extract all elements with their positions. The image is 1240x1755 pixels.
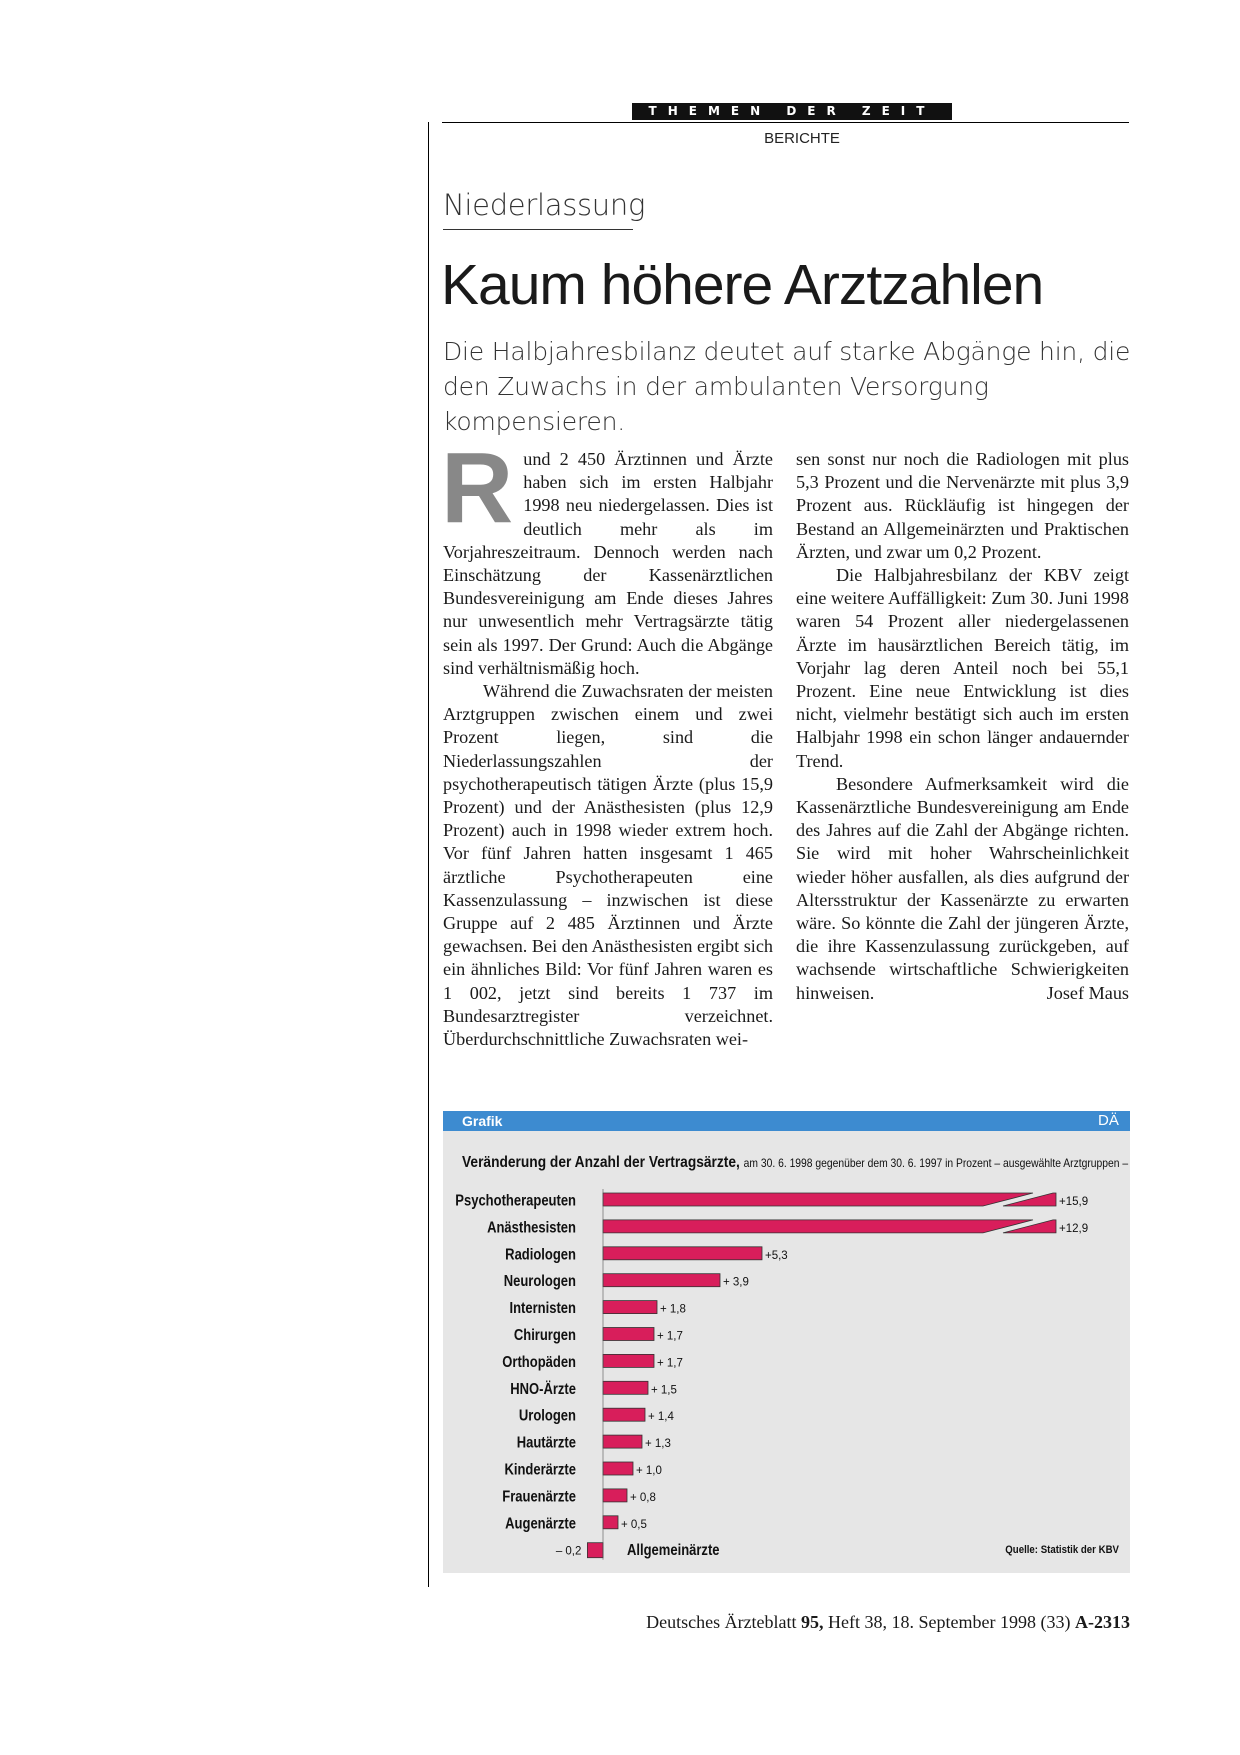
- article-column-2: [796, 448, 1129, 1005]
- bar: [603, 1193, 1033, 1206]
- page-footer: [540, 1612, 1130, 1633]
- data-label: +12,9: [1059, 1222, 1089, 1235]
- footer-volume: 95,: [801, 1612, 824, 1632]
- data-label: + 1,0: [636, 1465, 662, 1477]
- footer-journal: Deutsches Ärzteblatt: [646, 1612, 797, 1632]
- bar: [603, 1516, 618, 1529]
- bar: [603, 1408, 645, 1421]
- category-label: Anästhesisten: [487, 1219, 576, 1237]
- chart-title-sub: am 30. 6. 1998 gegenüber dem 30. 6. 1997 in Prozent – ausgewählte Arztgruppen –: [743, 1156, 1129, 1170]
- article-column-1: [441, 432, 773, 1051]
- kicker-underline: [443, 229, 633, 230]
- bar: [603, 1247, 762, 1260]
- category-label: Orthopäden: [502, 1353, 576, 1372]
- category-label: Hautärzte: [516, 1434, 576, 1452]
- category-label: Radiologen: [505, 1246, 576, 1264]
- chart-title-main: Veränderung der Anzahl der Vertragsärzte,: [462, 1154, 740, 1171]
- data-label: + 1,4: [648, 1411, 674, 1424]
- category-label: Frauenärzte: [502, 1488, 576, 1506]
- paragraph-text: Besondere Aufmerksamkeit wird die Kassenärztliche Bundesvereinigung am Ende des Jahres auf die Zahl der Abgänge richten. Sie wird mit hoher Wahrscheinlichkeit wieder höher ausfallen, als dies aufgrund der Altersstruktur der Kassenärzte zu erwarten wäre. So könnte die Zahl der jüngeren Ärzte, die ihre Kassenzulassung zurückgeben, auf wachsende wirtschaftliche Schwierigkeiten hinweisen.: [796, 773, 1129, 1003]
- data-label: + 1,7: [657, 1357, 683, 1370]
- category-label: Allgemeinärzte: [627, 1542, 720, 1560]
- category-label: Kinderärzte: [504, 1461, 576, 1479]
- category-label: HNO-Ärzte: [510, 1380, 576, 1399]
- bar: [587, 1543, 603, 1558]
- bar: [603, 1462, 633, 1475]
- drop-cap: R: [441, 432, 514, 544]
- footer-page-number: A-2313: [1075, 1612, 1130, 1632]
- data-label: + 1,3: [645, 1438, 671, 1451]
- bar: [603, 1381, 648, 1394]
- data-label: +5,3: [765, 1249, 788, 1262]
- category-label: Neurologen: [503, 1273, 576, 1291]
- data-label: + 1,7: [657, 1330, 683, 1343]
- author-signature: Josef Maus: [1046, 982, 1129, 1003]
- category-label: Psychotherapeuten: [455, 1192, 576, 1210]
- graphic-header-bar: [443, 1111, 1130, 1131]
- data-label: + 1,5: [651, 1384, 677, 1397]
- paragraph-text: und 2 450 Ärztinnen und Ärzte haben sich im ersten Halbjahr 1998 neu niedergelassen. Dies ist deutlich mehr als im Vorjahreszeitraum. Dennoch werden nach Einschätzung der Kassenärztlichen Bundesvereinigung am Ende dieses Jahres nur unwesentlich mehr Vertragsärzte tätig sein als 1997. Der Grund: Auch die Abgänge sind verhältnismäßig hoch.: [443, 449, 773, 678]
- data-label: + 0,8: [630, 1491, 656, 1504]
- section-subtitle: BERICHTE: [764, 130, 840, 147]
- article-kicker: Niederlassung: [443, 188, 646, 222]
- bar: [603, 1489, 627, 1502]
- chart-source-note: Quelle: Statistik der KBV: [1005, 1543, 1119, 1557]
- data-label: +15,9: [1059, 1196, 1089, 1208]
- bar-chart: [443, 1131, 1130, 1573]
- category-label: Internisten: [509, 1300, 576, 1318]
- left-column-rule: [428, 122, 429, 1587]
- category-label: Chirurgen: [513, 1327, 576, 1345]
- footer-issue: Heft 38, 18. September 1998 (33): [828, 1612, 1071, 1632]
- article-lead: Die Halbjahresbilanz deutet auf starke Abgänge hin, die den Zuwachs in der ambulanten Versorgung kompensieren.: [443, 337, 1131, 436]
- data-label: + 1,8: [660, 1303, 686, 1316]
- bar: [603, 1435, 642, 1448]
- category-label: Urologen: [518, 1407, 576, 1426]
- bar: [603, 1274, 720, 1287]
- graphic-label: Grafik: [462, 1113, 503, 1129]
- bar: [603, 1220, 1033, 1233]
- article-headline: Kaum höhere Arztzahlen: [441, 253, 1044, 317]
- data-label: – 0,2: [555, 1545, 582, 1558]
- paragraph: Während die Zuwachsraten der meisten Arztgruppen zwischen einem und zwei Prozent liegen, sind die Niederlassungszahlen der psychotherapeutisch tätigen Ärzte (plus 15,9 Prozent) und der Anästhesisten (plus 12,9 Prozent) auch in 1998 wieder extrem hoch. Vor fünf Jahren hatten insgesamt 1 465 ärztliche Psychotherapeuten eine Kassenzulassung – inzwischen ist diese Gruppe auf 2 485 Ärztinnen und Ärzte gewachsen. Bei den Anästhesisten ergibt sich ein ähnliches Bild: Vor fünf Jahren waren es 1 002, jetzt sind bereits 1 737 im Bundesarztregister verzeichnet. Überdurchschnittliche Zuwachsraten wei-: [443, 681, 773, 1050]
- paragraph: [441, 432, 773, 680]
- data-label: + 3,9: [723, 1276, 749, 1289]
- bar: [603, 1354, 654, 1367]
- graphic-publisher-tag: DÄ: [1098, 1112, 1119, 1129]
- bar: [603, 1301, 657, 1314]
- bar: [603, 1328, 654, 1341]
- paragraph: [796, 773, 1129, 1005]
- data-label: + 0,5: [621, 1518, 647, 1531]
- section-banner: THEMEN DER ZEIT: [632, 103, 952, 120]
- category-label: Augenärzte: [505, 1515, 576, 1533]
- paragraph: Die Halbjahresbilanz der KBV zeigt eine weitere Auffälligkeit: Zum 30. Juni 1998 waren 54 Prozent aller niedergelassenen Ärzte im hausärztlichen Bereich tätig, im Vorjahr lag deren Anteil noch bei 55,1 Prozent. Eine neue Entwicklung ist dies nicht, vielmehr bestätigt sich auch im ersten Halbjahr 1998 ein schon länger andauernder Trend.: [796, 565, 1129, 771]
- paragraph: sen sonst nur noch die Radiologen mit plus 5,3 Prozent und die Nervenärzte mit plus 3,9 Prozent aus. Rückläufig ist hingegen der Bestand an Allgemeinärzten und Praktischen Ärzten, und zwar um 0,2 Prozent.: [796, 449, 1129, 562]
- header-rule: [442, 122, 1129, 123]
